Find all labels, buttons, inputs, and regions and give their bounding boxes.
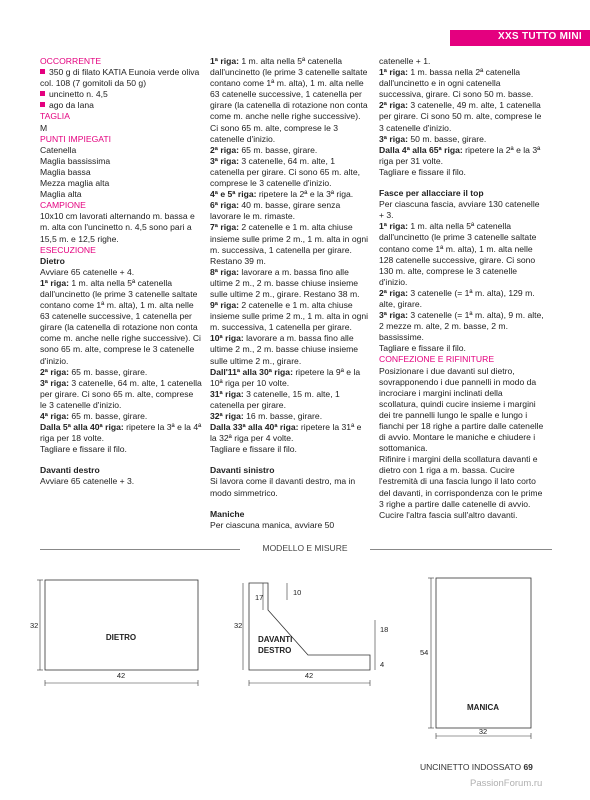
paragraph	[40, 278, 202, 367]
row-label: 6ª riga:	[210, 200, 239, 211]
paragraph	[379, 343, 544, 354]
davanti-label-line2: DESTRO	[258, 646, 292, 655]
paragraph-text: ESECUZIONE	[40, 244, 96, 255]
paragraph	[210, 56, 370, 145]
paragraph	[379, 67, 544, 100]
paragraph-text: catenelle + 1.	[379, 56, 431, 66]
row-label: 3ª riga:	[379, 310, 408, 321]
paragraph-text: 3 catenelle, 49 m. alte, 1 catenella per girare. Ci sono 50 m. alte, comprese le 3 catenelle d'inizio.	[379, 100, 542, 133]
davanti-height: 32	[234, 621, 243, 630]
section-heading	[40, 56, 202, 67]
paragraph	[40, 89, 202, 100]
paragraph	[379, 288, 544, 310]
subheading	[40, 256, 202, 267]
paragraph	[379, 366, 544, 455]
paragraph-text: Mezza maglia alta	[40, 178, 110, 189]
paragraph	[379, 100, 544, 133]
paragraph	[210, 222, 370, 266]
paragraph-text: ago da lana	[49, 100, 94, 111]
row-label: 4ª e 5ª riga:	[210, 189, 257, 200]
subheading	[210, 465, 370, 476]
section-heading	[40, 245, 202, 256]
paragraph-text: 65 m. basse, girare.	[68, 411, 148, 421]
row-label: 4ª riga:	[40, 411, 69, 421]
paragraph	[40, 444, 202, 455]
paragraph	[40, 167, 202, 178]
paragraph	[210, 411, 370, 422]
paragraph-text: OCCORRENTE	[40, 56, 102, 66]
paragraph-text: Catenella	[40, 144, 77, 155]
paragraph	[40, 422, 202, 444]
dietro-schematic	[30, 580, 198, 686]
bullet-square-icon	[40, 102, 45, 107]
row-label: 3ª riga:	[40, 377, 69, 388]
paragraph	[210, 333, 370, 366]
paragraph	[379, 454, 544, 521]
bullet-square-icon	[40, 91, 45, 96]
schematic-diagrams	[0, 560, 590, 740]
row-label: 1ª riga:	[379, 67, 408, 78]
paragraph	[210, 145, 370, 156]
section-heading	[40, 134, 202, 145]
davanti-m4: 4	[380, 660, 385, 669]
diagram-section-title: MODELLO E MISURE	[240, 543, 370, 553]
paragraph-text: 2 catenelle e 1 m. alta chiuse insieme sulle prime 2 m., 1 m. alta in ogni m. successiva, 1 catenella per girare.	[210, 300, 369, 333]
paragraph-text: Fasce per allacciare il top	[379, 188, 484, 199]
row-label: Dall'11ª alla 30ª riga:	[210, 366, 293, 377]
paragraph	[40, 267, 202, 278]
section-tag-text: XXS TUTTO MINI	[497, 31, 582, 42]
paragraph	[379, 134, 544, 145]
paragraph	[210, 367, 370, 389]
text-column-2	[210, 56, 370, 531]
paragraph-text: Tagliare e fissare il filo.	[210, 444, 297, 455]
paragraph-text: 50 m. basse, girare.	[407, 133, 487, 144]
paragraph	[40, 67, 202, 89]
paragraph-text: Tagliare e fissare il filo.	[40, 444, 127, 455]
davanti-m17: 17	[255, 593, 264, 602]
paragraph	[40, 211, 202, 244]
magazine-name: UNCINETTO INDOSSATO	[420, 762, 522, 772]
paragraph-text: lavorare a m. bassa fino alle ultime 2 m., 2 m. basse chiuse insieme sulle ultime 2 m., girare.	[210, 333, 359, 366]
row-label: 3ª riga:	[210, 155, 239, 166]
paragraph-text: Tagliare e fissare il filo.	[379, 166, 466, 177]
subheading	[40, 465, 202, 476]
dietro-label: DIETRO	[105, 633, 137, 642]
paragraph	[379, 167, 544, 178]
paragraph-text: Maniche	[210, 508, 245, 519]
paragraph	[40, 100, 202, 111]
bullet-square-icon	[40, 69, 45, 74]
manica-height: 54	[420, 648, 429, 657]
davanti-label-line1: DAVANTI	[258, 635, 293, 644]
paragraph-text: TAGLIA	[40, 111, 70, 122]
row-label: Dalla 4ª alla 65ª riga:	[379, 144, 463, 155]
paragraph	[210, 156, 370, 189]
paragraph-text: 1 m. alta nella 5ª catenella dall'uncinetto (le prime 3 catenelle saltate contano come 1ª m. alta), 1 m. alta nelle 128 catenelle successive, girare. Ci sono 130 m. alte, comprese le 3 catenelle d'inizio.	[379, 221, 537, 287]
paragraph-text: 1 m. alta nella 5ª catenella dall'uncinetto (le prime 3 catenelle saltate contano come 1ª m. alta), 1 m. alta nelle 63 catenelle successive, 1 catenella per girare (la catenella di rotazione non conta come m. anche nelle righe successive). Ci sono 65 m. alte, comprese le 3 catenelle d'inizio.	[40, 277, 201, 366]
paragraph-text: Davanti sinistro	[210, 465, 275, 476]
paragraph-text: CAMPIONE	[40, 200, 86, 211]
row-label: 9ª riga:	[210, 300, 239, 311]
paragraph-text: 16 m. basse, girare.	[243, 411, 323, 421]
subheading	[210, 509, 370, 520]
dietro-height: 32	[30, 621, 39, 630]
paragraph-text: M	[40, 122, 48, 133]
paragraph	[40, 411, 202, 422]
paragraph-text: Per ciascuna fascia, avviare 130 catenelle + 3.	[379, 199, 540, 221]
paragraph	[379, 199, 544, 221]
manica-label: MANICA	[467, 703, 499, 712]
paragraph-text: ripetere la 9ª e la 10ª riga per 10 volte.	[210, 366, 361, 388]
row-label: 7ª riga:	[210, 222, 239, 233]
text-column-3	[379, 56, 544, 521]
subheading	[379, 188, 544, 199]
paragraph	[210, 189, 370, 200]
paragraph	[210, 520, 370, 531]
davanti-width: 42	[304, 671, 314, 680]
section-heading	[379, 354, 544, 365]
paragraph-text: 1 m. bassa nella 2ª catenella dall'uncinetto e in ogni catenella successiva, girare. Ci sono 50 m. basse.	[379, 67, 534, 100]
paragraph	[40, 476, 202, 487]
text-column-1	[40, 56, 202, 488]
section-heading	[40, 111, 202, 122]
davanti-destro-schematic	[234, 583, 388, 686]
paragraph	[210, 476, 370, 498]
paragraph-text: ripetere la 2ª e la 3ª riga.	[256, 189, 354, 200]
paragraph-text: Si lavora come il davanti destro, ma in modo simmetrico.	[210, 476, 356, 498]
row-label: 2ª riga:	[40, 366, 69, 377]
paragraph	[379, 56, 544, 67]
paragraph	[210, 300, 370, 333]
paragraph	[40, 123, 202, 134]
paragraph	[210, 422, 370, 444]
paragraph-text: Maglia bassa	[40, 166, 91, 177]
paragraph	[40, 145, 202, 156]
paragraph-text: Maglia bassissima	[40, 155, 111, 166]
paragraph	[379, 310, 544, 343]
manica-schematic	[420, 578, 531, 739]
paragraph	[379, 221, 544, 288]
paragraph-text: Posizionare i due davanti sul dietro, sovrapponendo i due pannelli in modo da incrociare i margini inclinati della scollatura, quindi cucire insieme i margini dei tre pannelli lungo le spalle e lungo i fianchi per 18 righe a partire dalle catenelle di avvio. Montare le maniche e chiudere i sottomanica.	[379, 365, 544, 454]
row-label: 8ª riga:	[210, 266, 239, 277]
paragraph	[40, 378, 202, 411]
row-label: 1ª riga:	[40, 277, 69, 288]
davanti-m10: 10	[293, 588, 302, 597]
paragraph-text: Tagliare e fissare il filo.	[379, 343, 466, 354]
davanti-m18: 18	[380, 625, 389, 634]
paragraph-text: 2 catenelle e 1 m. alta chiuse insieme sulle prime 2 m., 1 m. alta in ogni m. successiva, 1 catenella per girare. Restano 39 m.	[210, 222, 369, 266]
paragraph-text: Davanti destro	[40, 465, 100, 476]
paragraph-text: 10x10 cm lavorati alternando m. bassa e m. alta con l'uncinetto n. 4,5 sono pari a 15,5 m. e 12,5 righe.	[40, 211, 195, 244]
page-footer	[420, 762, 533, 772]
paragraph-text: PUNTI IMPIEGATI	[40, 133, 111, 144]
row-label: 2ª riga:	[379, 287, 408, 298]
dietro-width: 42	[116, 671, 126, 680]
row-label: 31ª riga:	[210, 388, 244, 399]
paragraph-text: 40 m. basse, girare senza lavorare le m. rimaste.	[210, 200, 341, 222]
paragraph	[379, 145, 544, 167]
paragraph-text: Per ciascuna manica, avviare 50	[210, 519, 335, 530]
paragraph-text: Rifinire i margini della scollatura davanti e dietro con 1 riga a m. bassa. Cucire l'estremità di una fascia lungo il lato corto del davanti, in corrispondenza con le prime 3 righe a partire dalle catenelle di avvio. Cucire l'altra fascia sull'altro davanti.	[379, 454, 543, 520]
paragraph	[40, 367, 202, 378]
paragraph-text: Dietro	[40, 255, 65, 266]
paragraph-text: lavorare a m. bassa fino alle ultime 2 m., 2 m. basse chiuse insieme sulle ultime 2 m., girare. Restano 38 m.	[210, 266, 360, 299]
paragraph	[40, 178, 202, 189]
row-label: 1ª riga:	[379, 221, 408, 232]
row-label: 10ª riga:	[210, 333, 244, 344]
row-label: 2ª riga:	[379, 100, 408, 111]
section-heading	[40, 200, 202, 211]
row-label: 32ª riga:	[210, 411, 244, 421]
paragraph-text: Avviare 65 catenelle + 3.	[40, 476, 135, 487]
paragraph-text: Avviare 65 catenelle + 4.	[40, 266, 135, 277]
paragraph	[40, 156, 202, 167]
paragraph-text: 65 m. basse, girare.	[238, 144, 318, 155]
paragraph-text: 350 g di filato KATIA Eunoia verde oliva col. 108 (7 gomitoli da 50 g)	[40, 67, 200, 89]
row-label: Dalla 5ª alla 40ª riga:	[40, 422, 124, 433]
paragraph-text: 1 m. alta nella 5ª catenella dall'uncinetto (le prime 3 catenelle saltate contano come 1ª m. alta), 1 m. alta nelle 63 catenelle successive, 1 catenella per girare (la catenella di rotazione non conta come m. anche nelle righe successive). Ci sono 65 m. alte, comprese le 3 catenelle d'inizio.	[210, 56, 368, 144]
paragraph	[210, 389, 370, 411]
row-label: 1ª riga:	[210, 56, 239, 66]
paragraph	[210, 200, 370, 222]
paragraph-text: Maglia alta	[40, 189, 82, 200]
paragraph-text: CONFEZIONE E RIFINITURE	[379, 354, 495, 365]
paragraph-text: ripetere la 2ª e la 3ª riga per 31 volte.	[379, 144, 541, 166]
row-label: 3ª riga:	[379, 133, 408, 144]
paragraph-text: 3 catenelle, 15 m. alte, 1 catenella per girare.	[210, 388, 340, 410]
paragraph-text: 3 catenelle (= 1ª m. alta), 9 m. alte, 2 mezze m. alte, 2 m. basse, 2 m. bassissime.	[379, 310, 544, 343]
paragraph-text: 3 catenelle, 64 m. alte, 1 catenella per girare. Ci sono 65 m. alte, comprese le 3 catenelle d'inizio.	[210, 155, 360, 189]
paragraph-text: ripetere la 31ª e la 32ª riga per 4 volte.	[210, 422, 362, 444]
manica-width: 32	[478, 727, 488, 736]
paragraph	[210, 267, 370, 300]
paragraph	[40, 189, 202, 200]
row-label: Dalla 33ª alla 40ª riga:	[210, 422, 299, 433]
section-header-tag	[450, 30, 590, 46]
row-label: 2ª riga:	[210, 144, 239, 155]
paragraph	[210, 444, 370, 455]
watermark: PassionForum.ru	[470, 778, 543, 789]
paragraph-text: 65 m. basse, girare.	[68, 366, 148, 377]
page-number: 69	[523, 762, 533, 772]
paragraph-text: 3 catenelle, 64 m. alte, 1 catenella per girare. Ci sono 65 m. alte, comprese le 3 catenelle d'inizio.	[40, 377, 202, 410]
paragraph-text: uncinetto n. 4,5	[49, 89, 108, 100]
paragraph-text: ripetere la 3ª e la 4ª riga per 18 volte.	[40, 422, 202, 444]
paragraph-text: 3 catenelle (= 1ª m. alta), 129 m. alte, girare.	[379, 287, 535, 309]
